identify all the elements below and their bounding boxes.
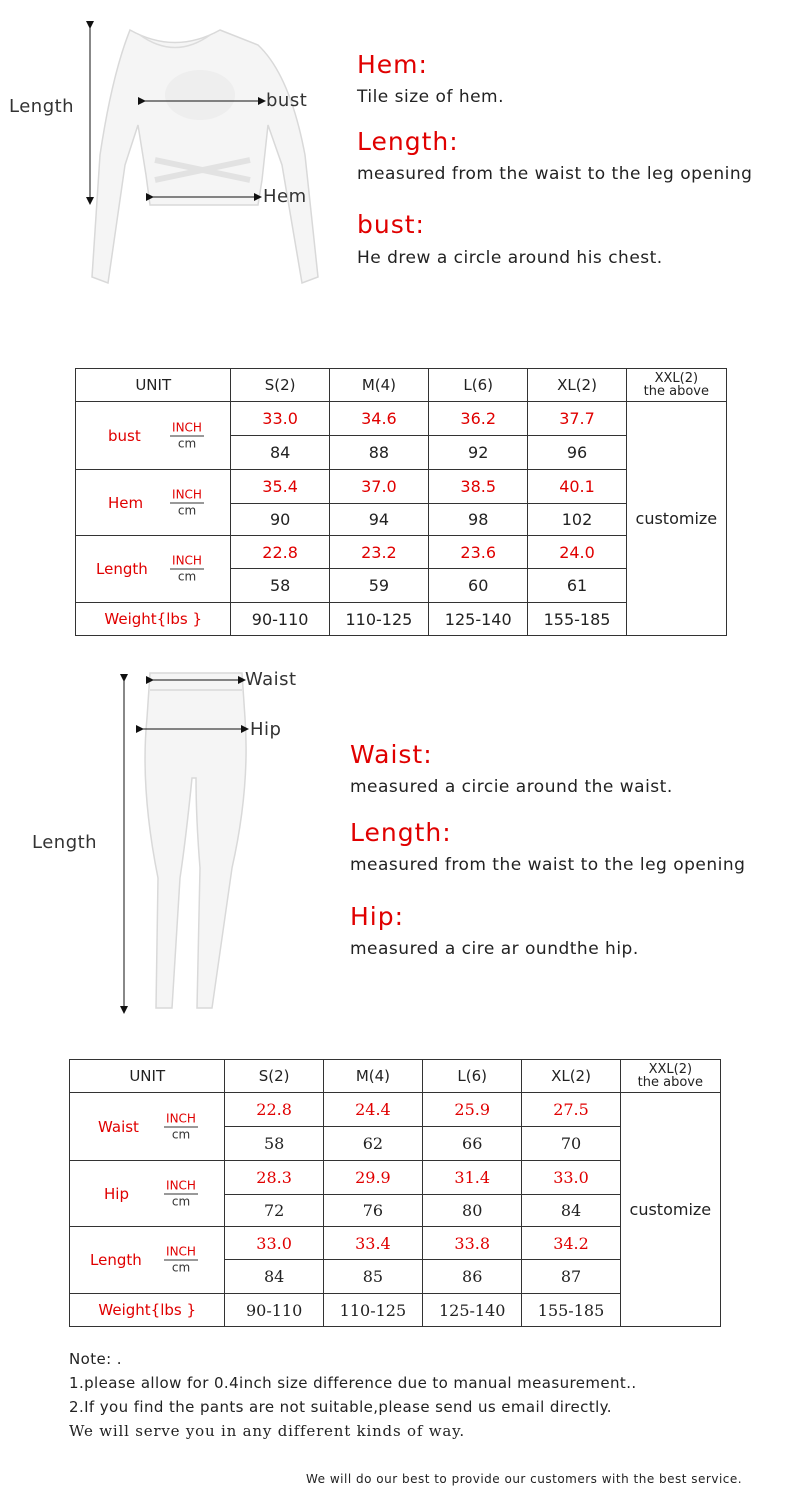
row-label-bust <box>76 402 231 470</box>
customize-cell: customize <box>626 402 726 636</box>
weight-value: 90-110 <box>231 603 329 636</box>
note-heading: Note: . <box>69 1350 122 1368</box>
inch-value: 25.9 <box>423 1093 522 1127</box>
shirt-illustration <box>0 15 340 305</box>
def-title-bust: bust: <box>357 210 425 239</box>
inch-value: 24.4 <box>323 1093 422 1127</box>
xxl-line1: XXL(2) <box>654 371 699 386</box>
footer-text: We will do our best to provide our customers with the best service. <box>306 1472 743 1486</box>
inch-value: 28.3 <box>225 1161 323 1195</box>
inch-value: 33.4 <box>323 1227 422 1260</box>
size-header: XL(2) <box>522 1060 620 1093</box>
inch-label: INCH <box>170 420 204 436</box>
weight-value: 125-140 <box>429 603 528 636</box>
row-name: Length <box>96 560 148 578</box>
def-text-hip: measured a cire ar oundthe hip. <box>350 939 639 959</box>
inch-label: INCH <box>164 1245 198 1261</box>
cm-value: 92 <box>429 436 528 470</box>
row-label-hem <box>76 470 231 536</box>
inch-value: 29.9 <box>323 1161 422 1195</box>
cm-value: 66 <box>423 1127 522 1161</box>
cm-value: 58 <box>231 569 329 603</box>
inch-value: 36.2 <box>429 402 528 436</box>
inch-value: 24.0 <box>528 536 626 569</box>
cm-value: 61 <box>528 569 626 603</box>
inch-value: 37.0 <box>329 470 428 504</box>
cm-value: 85 <box>323 1260 422 1294</box>
cm-value: 96 <box>528 436 626 470</box>
inch-label: INCH <box>164 1178 198 1194</box>
shirt-size-table <box>75 368 727 636</box>
size-header: S(2) <box>225 1060 323 1093</box>
cm-value: 94 <box>329 503 428 536</box>
cm-value: 70 <box>522 1127 620 1161</box>
weight-value: 110-125 <box>329 603 428 636</box>
length-label: Length <box>32 832 98 853</box>
row-label-length <box>70 1227 225 1294</box>
unit-fraction <box>170 420 204 451</box>
row-label-waist <box>70 1093 225 1161</box>
def-text-length: measured from the waist to the leg opening <box>350 855 746 875</box>
xxl-line1: XXL(2) <box>648 1062 693 1077</box>
cm-value: 102 <box>528 503 626 536</box>
cm-value: 84 <box>522 1194 620 1227</box>
xxl-header <box>620 1060 720 1093</box>
size-header: L(6) <box>423 1060 522 1093</box>
cm-value: 84 <box>231 436 329 470</box>
inch-value: 35.4 <box>231 470 329 504</box>
def-text-hem: Tile size of hem. <box>357 87 505 107</box>
inch-value: 27.5 <box>522 1093 620 1127</box>
cm-label: cm <box>177 503 197 517</box>
row-name: Waist <box>98 1117 139 1136</box>
unit-fraction <box>170 554 204 585</box>
hip-label: Hip <box>250 719 282 740</box>
row-name: bust <box>108 426 141 445</box>
def-title-hem: Hem: <box>357 50 428 79</box>
cm-value: 62 <box>323 1127 422 1161</box>
cm-label: cm <box>171 1127 191 1141</box>
unit-fraction <box>164 1111 198 1142</box>
inch-value: 33.8 <box>423 1227 522 1260</box>
inch-label: INCH <box>170 487 204 503</box>
inch-value: 34.2 <box>522 1227 620 1260</box>
inch-value: 40.1 <box>528 470 626 504</box>
cm-label: cm <box>177 569 197 584</box>
weight-value: 155-185 <box>528 603 626 636</box>
cm-value: 90 <box>231 503 329 536</box>
waist-label: Waist <box>245 669 297 690</box>
inch-value: 23.2 <box>329 536 428 569</box>
cm-value: 72 <box>225 1194 323 1227</box>
row-label-length <box>76 536 231 603</box>
weight-label: Weight{lbs } <box>70 1294 225 1327</box>
inch-value: 22.8 <box>225 1093 323 1127</box>
note-line-2: 2.If you find the pants are not suitable,please send us email directly. <box>69 1398 612 1416</box>
inch-label: INCH <box>164 1111 198 1127</box>
inch-value: 38.5 <box>429 470 528 504</box>
size-header: S(2) <box>231 369 329 402</box>
weight-label: Weight{lbs } <box>76 603 231 636</box>
weight-value: 125-140 <box>423 1294 522 1327</box>
cm-value: 76 <box>323 1194 422 1227</box>
row-name: Hem <box>108 493 144 512</box>
size-header: M(4) <box>329 369 428 402</box>
customize-cell: customize <box>620 1093 720 1327</box>
cm-value: 80 <box>423 1194 522 1227</box>
row-name: Length <box>90 1251 142 1269</box>
inch-value: 31.4 <box>423 1161 522 1195</box>
cm-value: 84 <box>225 1260 323 1294</box>
hem-label: Hem <box>263 186 307 207</box>
note-line-3: We will serve you in any different kinds of way. <box>69 1422 465 1440</box>
inch-value: 33.0 <box>522 1161 620 1195</box>
length-label: Length <box>9 96 75 117</box>
unit-fraction <box>164 1245 198 1276</box>
weight-value: 110-125 <box>323 1294 422 1327</box>
def-text-bust: He drew a circle around his chest. <box>357 248 663 268</box>
unit-fraction <box>164 1178 198 1209</box>
cm-value: 86 <box>423 1260 522 1294</box>
cm-value: 60 <box>429 569 528 603</box>
xxl-line2: the above <box>637 1075 703 1090</box>
note-line-1: 1.please allow for 0.4inch size difference due to manual measurement.. <box>69 1374 637 1392</box>
inch-value: 34.6 <box>329 402 428 436</box>
cm-value: 88 <box>329 436 428 470</box>
size-header: M(4) <box>323 1060 422 1093</box>
xxl-header <box>626 369 726 402</box>
size-header: XL(2) <box>528 369 626 402</box>
row-name: Hip <box>104 1184 129 1203</box>
def-title-length: Length: <box>357 127 459 156</box>
unit-fraction <box>170 487 204 518</box>
row-label-hip <box>70 1161 225 1227</box>
cm-label: cm <box>171 1260 191 1275</box>
inch-value: 23.6 <box>429 536 528 569</box>
inch-value: 33.0 <box>225 1227 323 1260</box>
cm-label: cm <box>177 436 197 450</box>
inch-label: INCH <box>170 554 204 570</box>
weight-value: 90-110 <box>225 1294 323 1327</box>
size-header: L(6) <box>429 369 528 402</box>
cm-value: 59 <box>329 569 428 603</box>
cm-value: 98 <box>429 503 528 536</box>
inch-value: 22.8 <box>231 536 329 569</box>
pants-size-table <box>69 1059 721 1327</box>
inch-value: 33.0 <box>231 402 329 436</box>
def-text-length: measured from the waist to the leg opening <box>357 164 753 184</box>
cm-label: cm <box>171 1194 191 1208</box>
def-text-waist: measured a circie around the waist. <box>350 777 673 797</box>
unit-header: UNIT <box>70 1060 225 1093</box>
weight-value: 155-185 <box>522 1294 620 1327</box>
inch-value: 37.7 <box>528 402 626 436</box>
cm-value: 58 <box>225 1127 323 1161</box>
cm-value: 87 <box>522 1260 620 1294</box>
bust-label: bust <box>266 90 308 111</box>
def-title-hip: Hip: <box>350 902 405 931</box>
def-title-length: Length: <box>350 818 452 847</box>
def-title-waist: Waist: <box>350 740 433 769</box>
unit-header: UNIT <box>76 369 231 402</box>
xxl-line2: the above <box>643 384 709 399</box>
